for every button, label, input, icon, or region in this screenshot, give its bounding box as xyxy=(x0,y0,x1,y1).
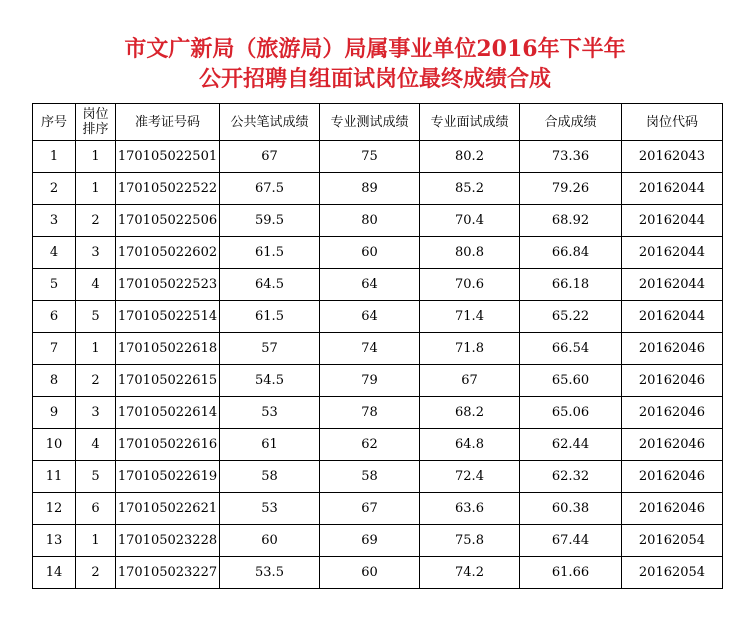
cell-total: 62.32 xyxy=(520,461,622,493)
cell-code: 20162046 xyxy=(622,461,723,493)
cell-seq: 13 xyxy=(33,525,76,557)
cell-ticket: 170105022621 xyxy=(116,493,220,525)
cell-ticket: 170105022614 xyxy=(116,397,220,429)
cell-code: 20162044 xyxy=(622,269,723,301)
cell-total: 73.36 xyxy=(520,141,622,173)
cell-rank: 4 xyxy=(76,269,116,301)
cell-code: 20162046 xyxy=(622,397,723,429)
cell-test: 60 xyxy=(320,237,420,269)
cell-test: 79 xyxy=(320,365,420,397)
cell-seq: 9 xyxy=(33,397,76,429)
cell-rank: 1 xyxy=(76,333,116,365)
cell-rank: 1 xyxy=(76,173,116,205)
cell-interview: 72.4 xyxy=(420,461,520,493)
cell-ticket: 170105022522 xyxy=(116,173,220,205)
cell-ticket: 170105022615 xyxy=(116,365,220,397)
cell-ticket: 170105022523 xyxy=(116,269,220,301)
cell-rank: 2 xyxy=(76,365,116,397)
cell-written: 67.5 xyxy=(220,173,320,205)
cell-test: 62 xyxy=(320,429,420,461)
cell-seq: 2 xyxy=(33,173,76,205)
cell-rank: 5 xyxy=(76,461,116,493)
cell-interview: 63.6 xyxy=(420,493,520,525)
cell-ticket: 170105022619 xyxy=(116,461,220,493)
cell-total: 68.92 xyxy=(520,205,622,237)
cell-test: 74 xyxy=(320,333,420,365)
cell-seq: 14 xyxy=(33,557,76,589)
cell-interview: 85.2 xyxy=(420,173,520,205)
table-row xyxy=(33,237,723,269)
page-subtitle: 公开招聘自组面试岗位最终成绩合成 xyxy=(198,66,551,92)
cell-written: 59.5 xyxy=(220,205,320,237)
cell-rank: 1 xyxy=(76,141,116,173)
cell-written: 61.5 xyxy=(220,301,320,333)
cell-interview: 70.4 xyxy=(420,205,520,237)
cell-interview: 68.2 xyxy=(420,397,520,429)
cell-test: 58 xyxy=(320,461,420,493)
cell-interview: 70.6 xyxy=(420,269,520,301)
cell-code: 20162043 xyxy=(622,141,723,173)
table-row xyxy=(33,173,723,205)
cell-seq: 5 xyxy=(33,269,76,301)
cell-written: 58 xyxy=(220,461,320,493)
table-body xyxy=(33,141,723,589)
cell-written: 67 xyxy=(220,141,320,173)
cell-test: 75 xyxy=(320,141,420,173)
cell-interview: 67 xyxy=(420,365,520,397)
cell-code: 20162044 xyxy=(622,173,723,205)
cell-test: 80 xyxy=(320,205,420,237)
cell-test: 69 xyxy=(320,525,420,557)
cell-code: 20162054 xyxy=(622,525,723,557)
cell-written: 53.5 xyxy=(220,557,320,589)
cell-ticket: 170105022616 xyxy=(116,429,220,461)
cell-ticket: 170105022501 xyxy=(116,141,220,173)
cell-code: 20162044 xyxy=(622,205,723,237)
cell-written: 53 xyxy=(220,397,320,429)
table-row xyxy=(33,461,723,493)
cell-test: 60 xyxy=(320,557,420,589)
cell-test: 78 xyxy=(320,397,420,429)
cell-seq: 10 xyxy=(33,429,76,461)
cell-total: 66.18 xyxy=(520,269,622,301)
cell-rank: 3 xyxy=(76,237,116,269)
cell-code: 20162046 xyxy=(622,333,723,365)
cell-total: 61.66 xyxy=(520,557,622,589)
header-interview: 专业面试成绩 xyxy=(420,104,520,141)
cell-code: 20162046 xyxy=(622,493,723,525)
cell-total: 65.22 xyxy=(520,301,622,333)
header-rank-line2: 排序 xyxy=(82,122,109,137)
cell-ticket: 170105022514 xyxy=(116,301,220,333)
table-row xyxy=(33,269,723,301)
cell-written: 61.5 xyxy=(220,237,320,269)
cell-total: 67.44 xyxy=(520,525,622,557)
cell-code: 20162046 xyxy=(622,429,723,461)
header-seq: 序号 xyxy=(33,104,76,141)
cell-rank: 3 xyxy=(76,397,116,429)
cell-code: 20162044 xyxy=(622,301,723,333)
header-test: 专业测试成绩 xyxy=(320,104,420,141)
cell-interview: 75.8 xyxy=(420,525,520,557)
table-row xyxy=(33,333,723,365)
cell-total: 65.60 xyxy=(520,365,622,397)
table-row xyxy=(33,557,723,589)
cell-test: 67 xyxy=(320,493,420,525)
cell-ticket: 170105022506 xyxy=(116,205,220,237)
cell-seq: 3 xyxy=(33,205,76,237)
cell-code: 20162044 xyxy=(622,237,723,269)
cell-code: 20162046 xyxy=(622,365,723,397)
cell-interview: 80.2 xyxy=(420,141,520,173)
cell-ticket: 170105022602 xyxy=(116,237,220,269)
table-row xyxy=(33,205,723,237)
cell-rank: 2 xyxy=(76,205,116,237)
cell-written: 53 xyxy=(220,493,320,525)
cell-written: 64.5 xyxy=(220,269,320,301)
cell-total: 62.44 xyxy=(520,429,622,461)
cell-interview: 71.8 xyxy=(420,333,520,365)
header-written: 公共笔试成绩 xyxy=(220,104,320,141)
cell-rank: 5 xyxy=(76,301,116,333)
cell-total: 79.26 xyxy=(520,173,622,205)
cell-test: 89 xyxy=(320,173,420,205)
cell-rank: 6 xyxy=(76,493,116,525)
cell-written: 60 xyxy=(220,525,320,557)
cell-total: 65.06 xyxy=(520,397,622,429)
table-row xyxy=(33,429,723,461)
table-row xyxy=(33,493,723,525)
cell-interview: 64.8 xyxy=(420,429,520,461)
header-rank xyxy=(76,104,116,141)
cell-total: 66.54 xyxy=(520,333,622,365)
scores-table xyxy=(32,103,723,589)
table-row xyxy=(33,397,723,429)
cell-ticket: 170105023227 xyxy=(116,557,220,589)
cell-test: 64 xyxy=(320,269,420,301)
header-total: 合成成绩 xyxy=(520,104,622,141)
cell-test: 64 xyxy=(320,301,420,333)
cell-total: 66.84 xyxy=(520,237,622,269)
header-rank-line1: 岗位 xyxy=(82,107,109,122)
cell-rank: 2 xyxy=(76,557,116,589)
table-row xyxy=(33,525,723,557)
cell-total: 60.38 xyxy=(520,493,622,525)
cell-ticket: 170105023228 xyxy=(116,525,220,557)
table-row xyxy=(33,301,723,333)
cell-written: 57 xyxy=(220,333,320,365)
header-ticket: 准考证号码 xyxy=(116,104,220,141)
cell-interview: 74.2 xyxy=(420,557,520,589)
cell-interview: 80.8 xyxy=(420,237,520,269)
table-row xyxy=(33,141,723,173)
cell-seq: 12 xyxy=(33,493,76,525)
table-header-row xyxy=(33,104,723,141)
cell-written: 61 xyxy=(220,429,320,461)
cell-ticket: 170105022618 xyxy=(116,333,220,365)
header-code: 岗位代码 xyxy=(622,104,723,141)
cell-seq: 4 xyxy=(33,237,76,269)
cell-rank: 1 xyxy=(76,525,116,557)
cell-seq: 1 xyxy=(33,141,76,173)
table-row xyxy=(33,365,723,397)
cell-written: 54.5 xyxy=(220,365,320,397)
cell-seq: 7 xyxy=(33,333,76,365)
cell-interview: 71.4 xyxy=(420,301,520,333)
cell-rank: 4 xyxy=(76,429,116,461)
page-title: 市文广新局（旅游局）局属事业单位2016年下半年 xyxy=(124,36,626,62)
cell-code: 20162054 xyxy=(622,557,723,589)
cell-seq: 8 xyxy=(33,365,76,397)
cell-seq: 6 xyxy=(33,301,76,333)
cell-seq: 11 xyxy=(33,461,76,493)
